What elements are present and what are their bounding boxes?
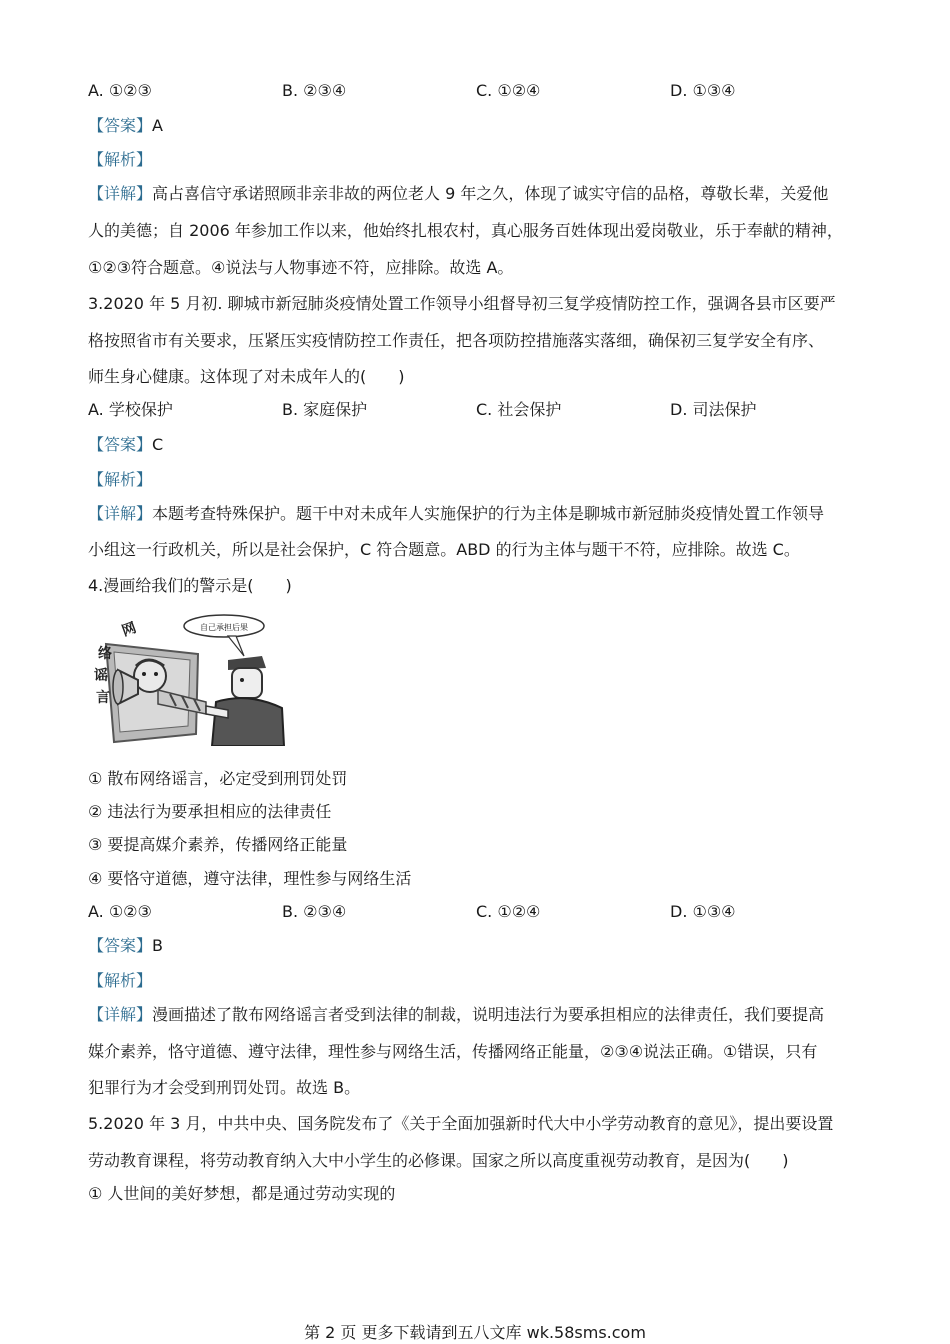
q4-detail-line-3: 犯罪行为才会受到刑罚处罚。故选 B。 [88,1078,361,1097]
cartoon-side-char-1: 网 [119,619,139,640]
q3-stem-line-3: 师生身心健康。这体现了对未成年人的( ) [88,367,405,386]
detail-text: 高占喜信守承诺照顾非亲非故的两位老人 9 年之久，体现了诚实守信的品格，尊敬长辈，关爱他 [152,184,829,203]
q4-option-d: D. ①③④ [670,902,736,921]
q3-stem-line-2: 格按照省市有关要求，压紧压实疫情防控工作责任，把各项防控措施落实落细，确保初三复学安全有序、 [88,331,825,350]
q3-option-c: C. 社会保护 [476,400,562,419]
cartoon-side-char-3: 谣 [94,668,108,684]
q4-statement-4: ④ 要恪守道德，遵守法律，理性参与网络生活 [88,869,412,888]
q3-option-d: D. 司法保护 [670,400,757,419]
q3-analysis-tag: 【解析】 [88,470,153,489]
q4-analysis-tag: 【解析】 [88,971,153,990]
q5-statement-1: ① 人世间的美好梦想，都是通过劳动实现的 [88,1184,396,1203]
q2-detail-line-3: ①②③符合题意。④说法与人物事迹不符，应排除。故选 A。 [88,258,514,277]
q5-stem-line-1: 5.2020 年 3 月，中共中央、国务院发布了《关于全面加强新时代大中小学劳动教育的意见》，提出要设置 [88,1114,834,1133]
detail-tag: 【详解】 [88,504,153,523]
q2-analysis-tag: 【解析】 [88,150,153,169]
answer-tag: 【答案】 [88,116,153,135]
q2-detail-line-2: 人的美德；自 2006 年参加工作以来，他始终扎根农村，真心服务百姓体现出爱岗敬业，乐于奉献的精神， [88,221,843,240]
q2-detail-line-1 [88,183,828,205]
detail-text: 本题考查特殊保护。题干中对未成年人实施保护的行为主体是聊城市新冠肺炎疫情处置工作领导 [152,504,825,523]
q4-option-a: A. ①②③ [88,902,152,921]
detail-tag: 【详解】 [88,1005,153,1024]
q4-statement-1: ① 散布网络谣言，必定受到刑罚处罚 [88,769,348,788]
q4-detail-line-2: 媒介素养，恪守道德、遵守法律，理性参与网络生活，传播网络正能量，②③④说法正确。①错误，只有 [88,1042,818,1061]
q5-stem-line-2: 劳动教育课程，将劳动教育纳入大中小学生的必修课。国家之所以高度重视劳动教育，是因为( ) [88,1151,789,1170]
q2-option-b: B. ②③④ [282,81,347,100]
q2-option-c: C. ①②④ [476,81,541,100]
q4-stem: 4.漫画给我们的警示是( ) [88,576,292,595]
cartoon-bubble-text: 自己承担后果 [200,623,248,632]
cartoon-side-char-2: 络 [98,646,112,662]
q3-answer [88,434,163,456]
detail-text: 漫画描述了散布网络谣言者受到法律的制裁，说明违法行为要承担相应的法律责任，我们要提高 [152,1005,825,1024]
q2-answer [88,115,163,137]
q2-option-d: D. ①③④ [670,81,736,100]
answer-tag: 【答案】 [88,435,153,454]
q3-detail-line-2: 小组这一行政机关，所以是社会保护，C 符合题意。ABD 的行为主体与题干不符，应排除。故选 C。 [88,540,800,559]
q4-statement-2: ② 违法行为要承担相应的法律责任 [88,802,332,821]
q4-option-c: C. ①②④ [476,902,541,921]
cartoon-image [88,610,290,746]
q3-option-a: A. 学校保护 [88,400,173,419]
answer-value: C [152,435,164,454]
q2-option-a: A. ①②③ [88,81,152,100]
q3-detail-line-1 [88,503,824,525]
q3-stem-line-1: 3.2020 年 5 月初. 聊城市新冠肺炎疫情处置工作领导小组督导初三复学疫情防控工作，强调各县市区要严 [88,294,836,313]
detail-tag: 【详解】 [88,184,153,203]
answer-value: A [152,116,163,135]
cartoon-side-char-4: 言 [96,690,110,706]
q3-option-b: B. 家庭保护 [282,400,368,419]
q4-detail-line-1 [88,1004,824,1026]
q4-option-b: B. ②③④ [282,902,347,921]
answer-tag: 【答案】 [88,936,153,955]
page-footer: 第 2 页 更多下载请到五八文库 wk.58sms.com [304,1323,646,1342]
answer-value: B [152,936,163,955]
q4-statement-3: ③ 要提高媒介素养，传播网络正能量 [88,835,348,854]
q4-answer [88,935,163,957]
